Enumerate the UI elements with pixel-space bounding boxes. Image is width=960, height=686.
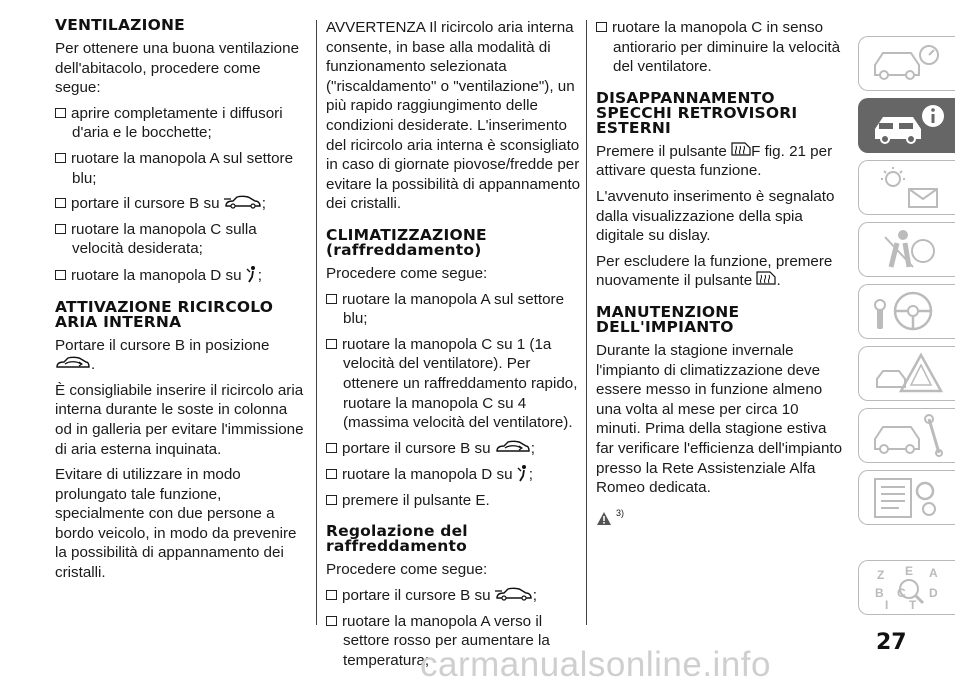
- checkbox-bullet-icon: [326, 339, 337, 349]
- paragraph: Per escludere la funzione, premere nuovamente il pulsante .: [596, 252, 833, 290]
- paragraph: Procedere come segue:: [326, 561, 488, 579]
- chapter-tab-emergency[interactable]: [858, 346, 955, 401]
- list-item: ruotare la manopola A verso il settore rosso per aumentare la temperatura;: [326, 612, 581, 671]
- watermark: carmanualsonline.info: [420, 645, 771, 684]
- paragraph: Premere il pulsante F fig. 21 per attivare questa funzione.: [596, 142, 833, 180]
- airflow-face-icon: [517, 464, 529, 482]
- checkbox-bullet-icon: [326, 294, 337, 304]
- list-item: portare il cursore B su ;: [326, 586, 581, 606]
- car-service-icon: [869, 413, 949, 458]
- car-dashboard-icon: [869, 41, 949, 86]
- checkbox-bullet-icon: [326, 443, 337, 453]
- list-item: ruotare la manopola C in senso antiorario per diminuire la velocità del ventilatore.: [596, 18, 846, 77]
- paragraph: Procedere come segue:: [326, 264, 488, 282]
- paragraph: Portare il cursore B in posizione .: [55, 336, 270, 374]
- list-item: aprire completamente i diffusori d'aria e le bocchette;: [55, 104, 305, 143]
- mirror-defrost-icon: [756, 271, 776, 285]
- paragraph: L'avvenuto inserimento è segnalato dalla visualizzazione della spia digitale su dislay.: [596, 187, 835, 245]
- column-divider: [586, 20, 587, 625]
- column-1: [55, 18, 305, 589]
- heading-ventilazione: VENTILAZIONE: [55, 16, 185, 34]
- index-letter: Z: [877, 568, 885, 582]
- chapter-tab-technical-data[interactable]: [858, 470, 955, 525]
- checkbox-bullet-icon: [55, 108, 66, 118]
- index-letters-icon: [869, 565, 949, 613]
- page-number: 27: [876, 630, 907, 655]
- list-item: portare il cursore B su ;: [326, 439, 581, 459]
- outside-air-car-icon: [224, 195, 262, 209]
- index-letter: B: [875, 586, 884, 600]
- column-3: [596, 18, 846, 533]
- warning-icon: [596, 511, 612, 526]
- chapter-tab-safety[interactable]: [858, 222, 955, 277]
- chapter-tab-info[interactable]: [858, 98, 955, 153]
- checkbox-bullet-icon: [55, 153, 66, 163]
- outside-air-car-icon: [495, 587, 533, 601]
- paragraph-avvertenza: AVVERTENZA Il ricircolo aria interna consente, in base alla modalità di funzionamento selezionata ("riscaldamento" o "ventilazione"), un più rapido raggiungimento delle condizioni desiderate. L'inserimento del ricircolo aria interna è sconsigliato in caso di giornate piovose/fredde per evitare la possibilità di appannamento dei cristalli.: [326, 19, 581, 213]
- warning-lights-icon: [869, 165, 949, 210]
- paragraph: Evitare di utilizzare in modo prolungato tale funzione, specialmente con due persone a bordo veicolo, in modo da prevenire la possibilità di appannamento dei cristalli.: [55, 466, 297, 582]
- car-info-icon: [869, 103, 949, 148]
- index-letter: D: [929, 586, 938, 600]
- index-letter: T: [909, 598, 917, 612]
- recirculation-car-icon: [55, 356, 91, 370]
- paragraph: Durante la stagione invernale l'impianto di climatizzazione deve essere messo in funzione almeno una volta al mese per circa 10 minuti. Prima della stagione estiva far verificare l'efficienza dell'impianto presso la Rete Assistenziale Alfa Romeo dedicata.: [596, 341, 843, 497]
- airflow-face-icon: [246, 265, 258, 283]
- checkbox-bullet-icon: [326, 495, 337, 505]
- list-item: ruotare la manopola D su ;: [326, 464, 581, 485]
- index-letter: E: [905, 565, 914, 578]
- paragraph: Per ottenere una buona ventilazione dell'abitacolo, procedere come segue:: [55, 40, 300, 97]
- heading-climatizzazione: CLIMATIZZAZIONE (raffreddamento): [326, 225, 487, 259]
- steering-key-icon: [869, 289, 949, 334]
- heading-regolazione: Regolazione del raffreddamento: [326, 522, 468, 556]
- index-letter: C: [897, 586, 906, 600]
- recirculation-car-icon: [495, 440, 531, 454]
- checkbox-bullet-icon: [326, 616, 337, 626]
- heading-ricircolo: ATTIVAZIONE RICIRCOLO ARIA INTERNA: [55, 297, 274, 331]
- list-item: ruotare la manopola C sulla velocità desiderata;: [55, 220, 305, 259]
- paragraph: È consigliabile inserire il ricircolo aria interna durante le soste in colonna od in galleria per evitare l'immissione di aria esterna inquinata.: [55, 381, 304, 458]
- mirror-defrost-icon: [731, 142, 751, 156]
- technical-data-icon: [869, 475, 949, 520]
- list-item: ruotare la manopola C su 1 (1a velocità del ventilatore). Per ottenere un raffreddamento rapido, ruotare la manopola C su 4 (massima velocità del ventilatore).: [326, 335, 581, 433]
- column-2: [326, 18, 581, 676]
- heading-manutenzione: MANUTENZIONE DELL'IMPIANTO: [596, 302, 740, 336]
- warning-triangle-icon: [869, 351, 949, 396]
- chapter-tab-warning-lights[interactable]: [858, 160, 955, 215]
- list-item: ruotare la manopola A sul settore blu;: [55, 149, 305, 188]
- chapter-tab-starting-driving[interactable]: [858, 284, 955, 339]
- index-letter: I: [885, 598, 889, 612]
- checkbox-bullet-icon: [596, 22, 607, 32]
- checkbox-bullet-icon: [55, 270, 66, 280]
- chapter-tab-maintenance[interactable]: [858, 408, 955, 463]
- list-item: ruotare la manopola D su ;: [55, 265, 305, 286]
- list-item: premere il pulsante E.: [326, 491, 581, 511]
- airbag-safety-icon: [869, 227, 949, 272]
- warning-reference: 3): [596, 504, 846, 528]
- chapter-tab-index[interactable]: [858, 560, 955, 615]
- index-letter: A: [929, 566, 938, 580]
- checkbox-bullet-icon: [326, 469, 337, 479]
- heading-disappannamento: DISAPPANNAMENTO SPECCHI RETROVISORI ESTERNI: [596, 88, 798, 137]
- chapter-tab-dashboard[interactable]: [858, 36, 955, 91]
- checkbox-bullet-icon: [55, 224, 66, 234]
- checkbox-bullet-icon: [55, 198, 66, 208]
- checkbox-bullet-icon: [326, 590, 337, 600]
- column-divider: [316, 20, 317, 625]
- list-item: ruotare la manopola A sul settore blu;: [326, 290, 581, 329]
- list-item: portare il cursore B su ;: [55, 194, 305, 214]
